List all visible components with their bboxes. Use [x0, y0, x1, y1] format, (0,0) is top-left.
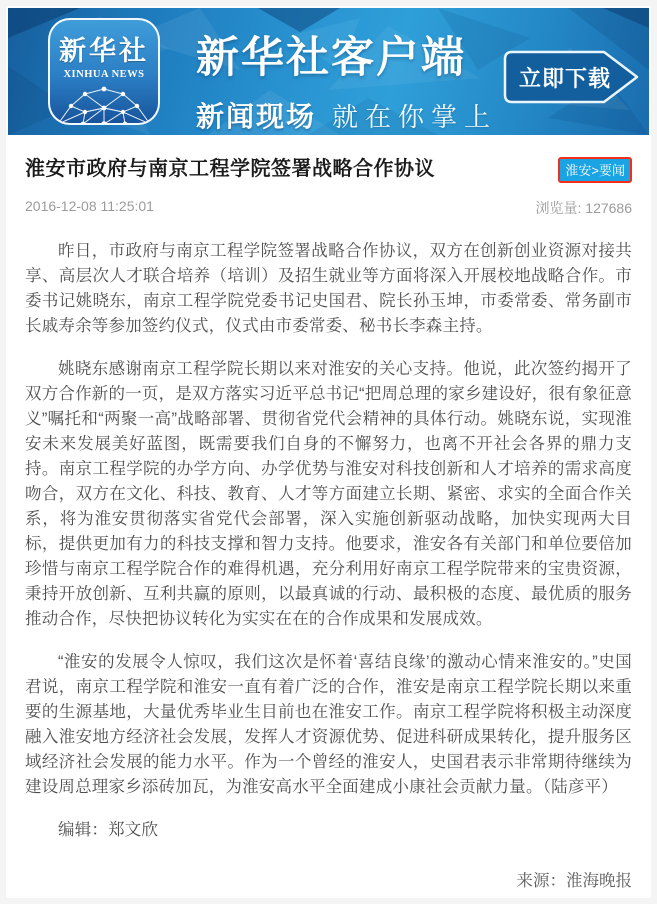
- network-globe-icon: [55, 84, 153, 125]
- article: [8, 156, 649, 891]
- title-row: [25, 156, 632, 183]
- xinhua-logo: [48, 18, 160, 125]
- banner-tagline: [196, 95, 497, 135]
- publish-time: 2016-12-08 11:25:01: [25, 198, 154, 214]
- view-count-value: 127686: [585, 200, 632, 216]
- xinhua-app-banner[interactable]: [8, 8, 649, 135]
- download-button[interactable]: [501, 48, 643, 106]
- download-button-label: 立即下载: [518, 65, 611, 91]
- banner-app-title: 新华社客户端: [196, 34, 466, 82]
- article-paragraph: 昨日，市政府与南京工程学院签署战略合作协议，双方在创新创业资源对接共享、高层次人才联合培养（培训）及招生就业等方面将深入开展校地战略合作。市委书记姚晓东，南京工程学院党委书记史国君、院长孙玉坤，市委常委、常务副市长戚寿余等参加签约仪式，仪式由市委常委、秘书长李森主持。: [25, 242, 632, 335]
- view-count-label: 浏览量:: [535, 200, 582, 216]
- editor-line: 编辑：郑文欣: [58, 821, 159, 839]
- tagline-light: 就在你掌上: [332, 102, 498, 132]
- tagline-bold: 新闻现场: [196, 101, 317, 132]
- article-paragraph: “淮安的发展令人惊叹，我们这次是怀着‘喜结良缘’的激动心情来淮安的。”史国君说，南京工程学院和淮安一直有着广泛的合作，淮安是南京工程学院长期以来重要的生源基地，大量优秀毕业生目前也在淮安工作。南京工程学院将积极主动深度融入淮安地方经济社会发展，发挥人才资源优势、促进科研成果转化，提升服务区域经济社会发展的能力水平。作为一个曾经的淮安人，史国君表示非常期待继续为建设周总理家乡添砖加瓦，为淮安高水平全面建成小康社会贡献力量。（陆彦平）: [25, 653, 632, 796]
- article-title: 淮安市政府与南京工程学院签署战略合作协议: [25, 158, 435, 180]
- view-count: [536, 198, 633, 218]
- source-line: 来源：淮海晚报: [516, 872, 632, 890]
- category-badge[interactable]: 淮安>要闻: [558, 157, 632, 183]
- meta-row: [25, 198, 632, 218]
- banner-text-block: [196, 24, 497, 135]
- article-body: [25, 239, 632, 891]
- article-paragraph: 姚晓东感谢南京工程学院长期以来对淮安的关心支持。他说，此次签约揭开了双方合作新的一页，是双方落实习近平总书记“把周总理的家乡建设好，很有象征意义”嘱托和“两聚一高”战略部署、贯彻省党代会精神的具体行动。姚晓东说，实现淮安未来发展美好蓝图，既需要我们自身的不懈努力，也离不开社会各界的鼎力支持。南京工程学院的办学方向、办学优势与淮安对科技创新和人才培养的需求高度吻合，双方在文化、科技、教育、人才等方面建立长期、紧密、求实的全面合作关系，将为淮安贯彻落实省党代会部署，深入实施创新驱动战略，加快实现两大目标，提供更加有力的科技支撑和智力支持。他要求，淮安各有关部门和单位要倍加珍惜与南京工程学院合作的难得机遇，充分利用好南京工程学院带来的宝贵资源，秉持开放创新、互利共赢的原则，以最真诚的行动、最积极的态度、最优质的服务推动合作，尽快把协议转化为实实在在的合作成果和发展成效。: [25, 360, 632, 628]
- logo-text-en: XINHUA NEWS: [63, 69, 145, 80]
- logo-text-cn: 新华社: [59, 36, 149, 66]
